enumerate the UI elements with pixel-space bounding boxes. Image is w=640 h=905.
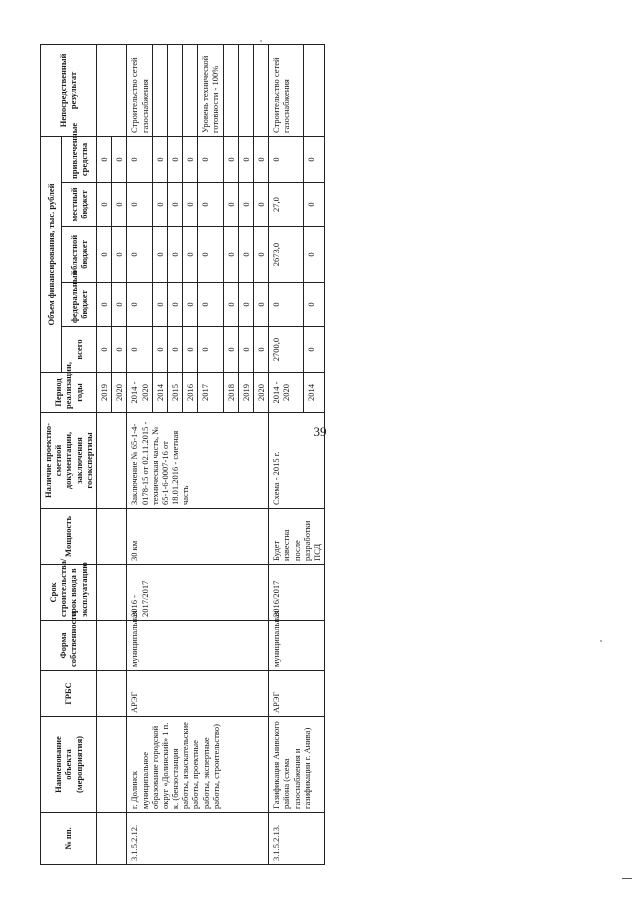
cell-local: 0 [152, 183, 167, 227]
cell-period: 2015 [167, 373, 182, 413]
cell-period: 2020 [112, 373, 127, 413]
cell-regional: 0 [112, 227, 127, 283]
cell-num: 3.1.5.2.13. [269, 813, 325, 865]
cell-federal: 0 [96, 283, 111, 327]
cell-regional: 0 [238, 227, 253, 283]
cell-federal: 0 [269, 283, 304, 327]
cell-period: 2020 [254, 373, 269, 413]
cell-total: 0 [304, 327, 325, 373]
cell-result [254, 44, 269, 136]
cell-docs: Заключение № 65-1-4-0178-15 от 02.11.2015 - техническая часть, № 65-1-6-0007-16 от 18.01.2016 - сметная часть [127, 413, 269, 509]
header-row-1 [41, 44, 62, 864]
cell-attracted: 0 [112, 136, 127, 182]
cell-attracted: 0 [167, 136, 182, 182]
cell-result [304, 44, 325, 136]
cell-grbs [96, 671, 126, 717]
header-attracted: привлеченные средства [61, 136, 96, 182]
cell-period: 2016 [183, 373, 198, 413]
table-row [96, 44, 111, 864]
cell-attracted: 0 [198, 136, 223, 182]
cell-attracted: 0 [254, 136, 269, 182]
header-grbs: ГРБС [41, 671, 97, 717]
cell-attracted: 0 [238, 136, 253, 182]
cell-attracted: 0 [96, 136, 111, 182]
table-body [96, 44, 324, 864]
cell-num: 3.1.5.2.12. [127, 813, 269, 865]
cell-total: 0 [198, 327, 223, 373]
cell-result: Уровень технической готовности - 100% [198, 44, 223, 136]
cell-total: 0 [127, 327, 152, 373]
rotated-table-wrapper [40, 45, 600, 865]
cell-result [238, 44, 253, 136]
cell-capacity: Будет известна после разработки ПСД [269, 509, 325, 565]
header-num: № пп. [41, 813, 97, 865]
cell-federal: 0 [183, 283, 198, 327]
cell-regional: 0 [152, 227, 167, 283]
cell-total: 0 [238, 327, 253, 373]
cell-period: 2014 - 2020 [269, 373, 304, 413]
cell-attracted: 0 [223, 136, 238, 182]
cell-capacity: 30 км [127, 509, 269, 565]
cell-total: 0 [96, 327, 111, 373]
header-capacity: Мощность [41, 509, 97, 565]
cell-local: 0 [223, 183, 238, 227]
header-total: всего [61, 327, 96, 373]
cell-regional: 0 [223, 227, 238, 283]
cell-local: 0 [167, 183, 182, 227]
cell-regional: 2673,0 [269, 227, 304, 283]
cell-total: 0 [183, 327, 198, 373]
cell-construction: 2016/2017 [269, 565, 325, 621]
cell-result [152, 44, 167, 136]
cell-period: 2018 [223, 373, 238, 413]
cell-ownership [96, 621, 126, 671]
cell-name: г. Долинск муниципальное образование городской округ «Долинский» 1 п. к. (бензостанция работы, изыскательские работы, проектные работы, экспертные работы, строительство) [127, 717, 269, 813]
header-financing: Объем финансирования, тыс. рублей [41, 136, 62, 372]
cell-result [167, 44, 182, 136]
cell-result: Строительство сетей газоснабжения [269, 44, 304, 136]
cell-local: 27,0 [269, 183, 304, 227]
cell-result [223, 44, 238, 136]
cell-total: 0 [254, 327, 269, 373]
cell-federal: 0 [112, 283, 127, 327]
cell-attracted: 0 [183, 136, 198, 182]
cell-federal: 0 [198, 283, 223, 327]
cell-ownership: муниципальная [127, 621, 269, 671]
cell-capacity [96, 509, 126, 565]
cell-regional: 0 [254, 227, 269, 283]
cell-result [96, 44, 126, 136]
cell-local: 0 [304, 183, 325, 227]
cell-federal: 0 [223, 283, 238, 327]
cell-attracted: 0 [152, 136, 167, 182]
header-result: Непосредственный результат [41, 44, 97, 136]
cell-docs: Схема - 2015 г. [269, 413, 325, 509]
cell-local: 0 [238, 183, 253, 227]
cell-construction: 2016 - 2017/2017 [127, 565, 269, 621]
table-row [127, 44, 152, 864]
cell-federal: 0 [127, 283, 152, 327]
cell-regional: 0 [198, 227, 223, 283]
cell-local: 0 [198, 183, 223, 227]
cell-local: 0 [96, 183, 111, 227]
cell-period: 2014 [152, 373, 167, 413]
cell-total: 2700,0 [269, 327, 304, 373]
cell-result: Строительство сетей газоснабжения [127, 44, 152, 136]
cell-local: 0 [183, 183, 198, 227]
cell-grbs: АРЭГ [127, 671, 269, 717]
cell-total: 0 [112, 327, 127, 373]
cell-total: 0 [152, 327, 167, 373]
cell-local: 0 [127, 183, 152, 227]
header-regional: областной бюджет [61, 227, 96, 283]
cell-name: Газификация Анивского района (схема газоснабжения и газификации г. Анива) [269, 717, 325, 813]
header-local: местный бюджет [61, 183, 96, 227]
cell-period: 2014 [304, 373, 325, 413]
cell-federal: 0 [152, 283, 167, 327]
cell-name [96, 717, 126, 813]
financing-table [40, 44, 325, 865]
cell-total: 0 [167, 327, 182, 373]
cell-result [183, 44, 198, 136]
cell-docs [96, 413, 126, 509]
cell-regional: 0 [127, 227, 152, 283]
cell-num [96, 813, 126, 865]
header-construction: Срок строительства/срок ввода в эксплуатацию [41, 565, 97, 621]
header-period: Период реализации, годы [41, 373, 97, 413]
cell-period: 2017 [198, 373, 223, 413]
cell-federal: 0 [304, 283, 325, 327]
header-name: Наименование объекта (мероприятия) [41, 717, 97, 813]
table-row [269, 44, 304, 864]
cell-local: 0 [254, 183, 269, 227]
header-federal: федеральный бюджет [61, 283, 96, 327]
cell-period: 2019 [96, 373, 111, 413]
cell-total: 0 [223, 327, 238, 373]
cell-attracted: 0 [304, 136, 325, 182]
cell-construction [96, 565, 126, 621]
cell-regional: 0 [167, 227, 182, 283]
cell-period: 2019 [238, 373, 253, 413]
cell-regional: 0 [183, 227, 198, 283]
scan-mark [622, 878, 632, 879]
cell-grbs: АРЭГ [269, 671, 325, 717]
cell-attracted: 0 [269, 136, 304, 182]
cell-period: 2014 - 2020 [127, 373, 152, 413]
cell-regional: 0 [304, 227, 325, 283]
header-docs: Наличие проектно-сметной документации, заключения госэкспертизы [41, 413, 97, 509]
cell-local: 0 [112, 183, 127, 227]
cell-federal: 0 [167, 283, 182, 327]
page-number: 39 [313, 424, 327, 439]
scan-dot [600, 640, 602, 642]
cell-federal: 0 [238, 283, 253, 327]
cell-attracted: 0 [127, 136, 152, 182]
cell-ownership: муниципальная [269, 621, 325, 671]
cell-regional: 0 [96, 227, 111, 283]
scan-dot [260, 40, 262, 42]
cell-federal: 0 [254, 283, 269, 327]
header-ownership: Форма собственности [41, 621, 97, 671]
